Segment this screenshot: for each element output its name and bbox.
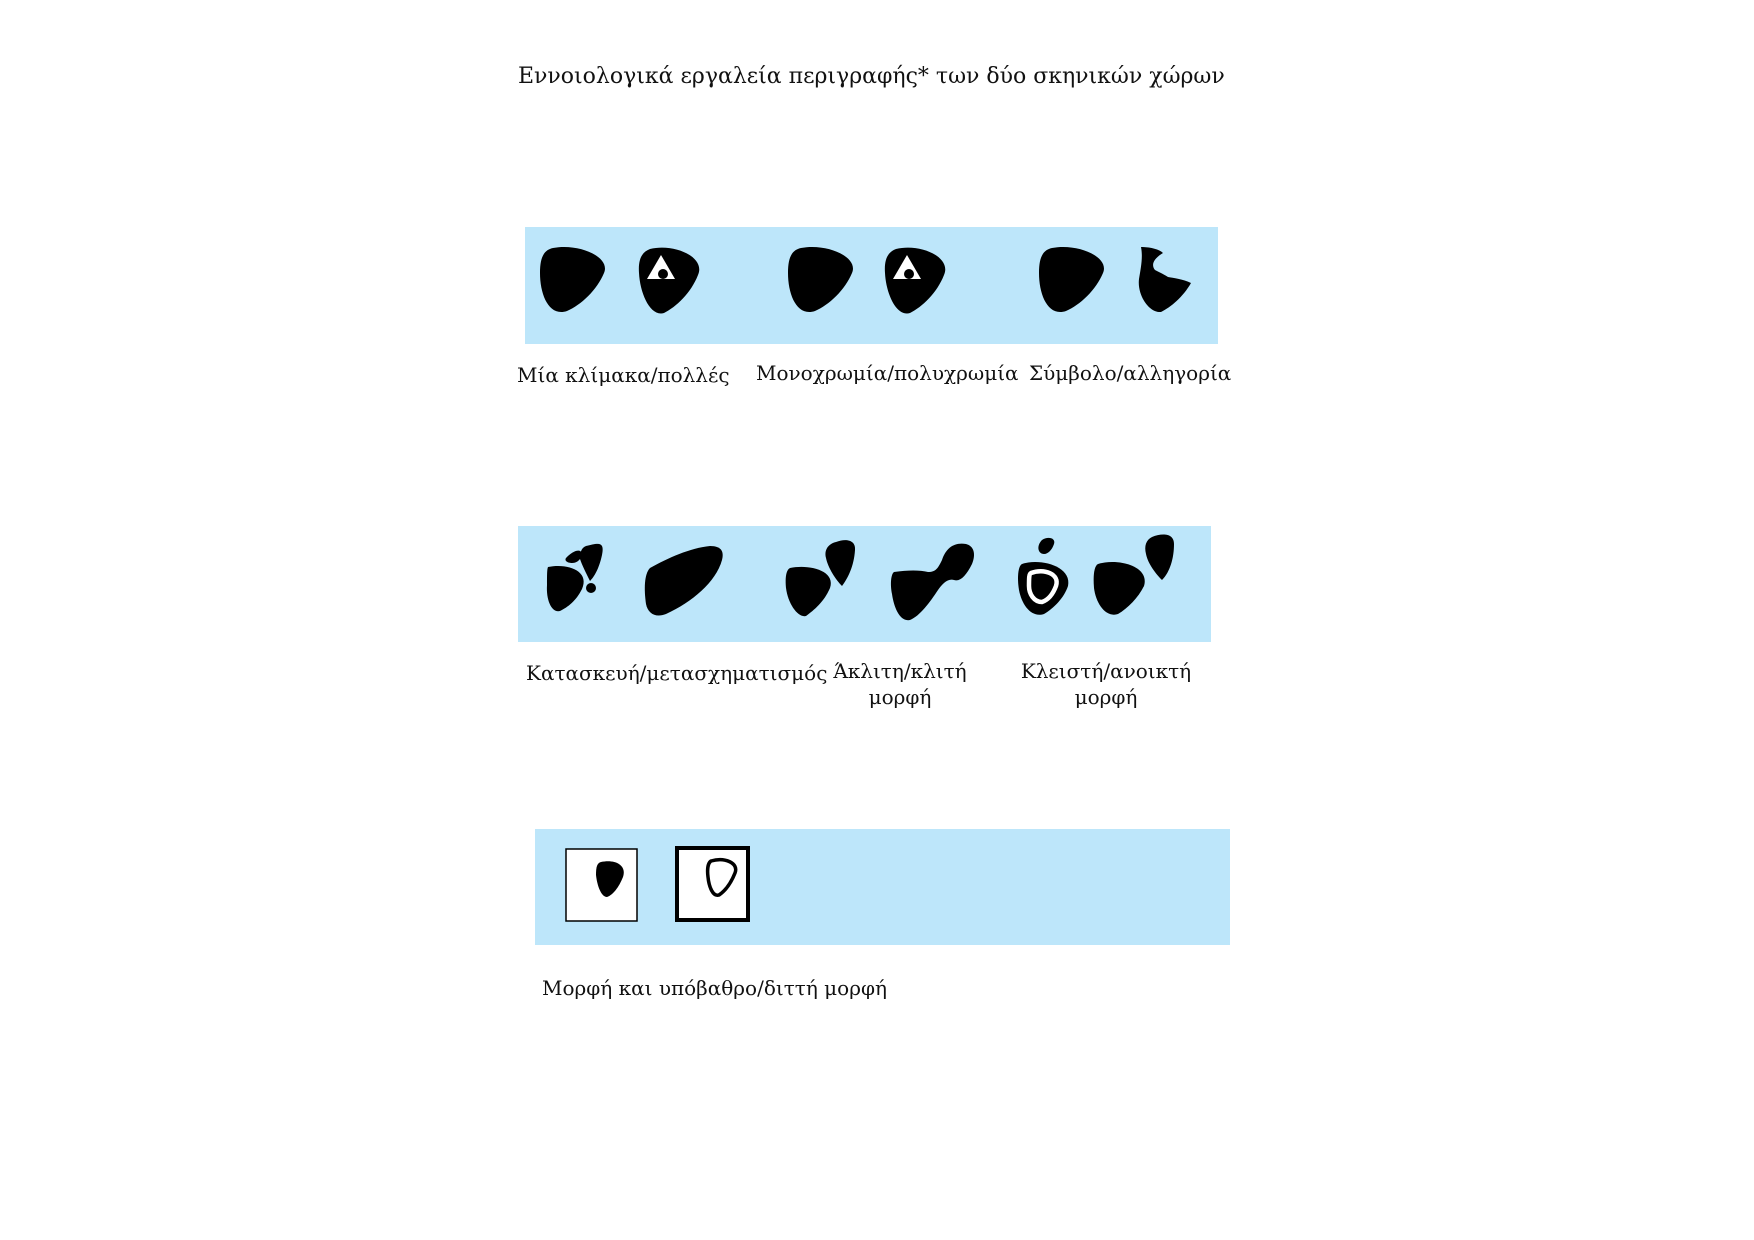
row-1-figures	[525, 227, 1218, 344]
shape-symbol	[1039, 247, 1104, 312]
row-3-figures	[535, 829, 1230, 945]
shape-transformation	[645, 546, 723, 616]
label-closed	[1020, 658, 1192, 710]
label-scale: Μία κλίμακα/πολλές	[517, 363, 730, 387]
label-unbending-line1: Άκλιτη/κλιτή	[833, 659, 967, 683]
label-unbending-line2: μορφή	[868, 685, 932, 709]
shape-monochrome	[788, 247, 853, 312]
shape-monoscale	[540, 247, 605, 312]
double-figure-box	[677, 848, 748, 920]
figure-ground-box	[566, 849, 637, 921]
band-row-3	[535, 829, 1230, 945]
shape-allegory	[1139, 247, 1191, 312]
page-title: Εννοιολογικά εργαλεία περιγραφής* των δύο σκηνικών χώρων	[518, 64, 1225, 89]
label-closed-line1: Κλειστή/ανοικτή	[1020, 659, 1192, 683]
band-row-1	[525, 227, 1218, 344]
row-2-figures	[518, 526, 1211, 642]
label-color: Μονοχρωμία/πολυχρωμία	[756, 361, 1019, 385]
shape-polychrome	[885, 248, 945, 314]
shape-open	[1094, 535, 1174, 615]
shape-unbending	[786, 540, 855, 616]
shape-bending	[891, 544, 974, 621]
band-row-2	[518, 526, 1211, 642]
label-figure-ground: Μορφή και υπόβαθρο/διττή μορφή	[542, 976, 887, 1000]
shape-multiscale	[639, 248, 699, 314]
label-symbol: Σύμβολο/αλληγορία	[1029, 361, 1232, 385]
label-unbending	[830, 658, 970, 710]
shape-construction	[547, 544, 603, 611]
label-closed-line2: μορφή	[1074, 685, 1138, 709]
label-construction: Κατασκευή/μετασχηματισμός	[526, 661, 828, 685]
shape-closed	[1018, 538, 1068, 615]
